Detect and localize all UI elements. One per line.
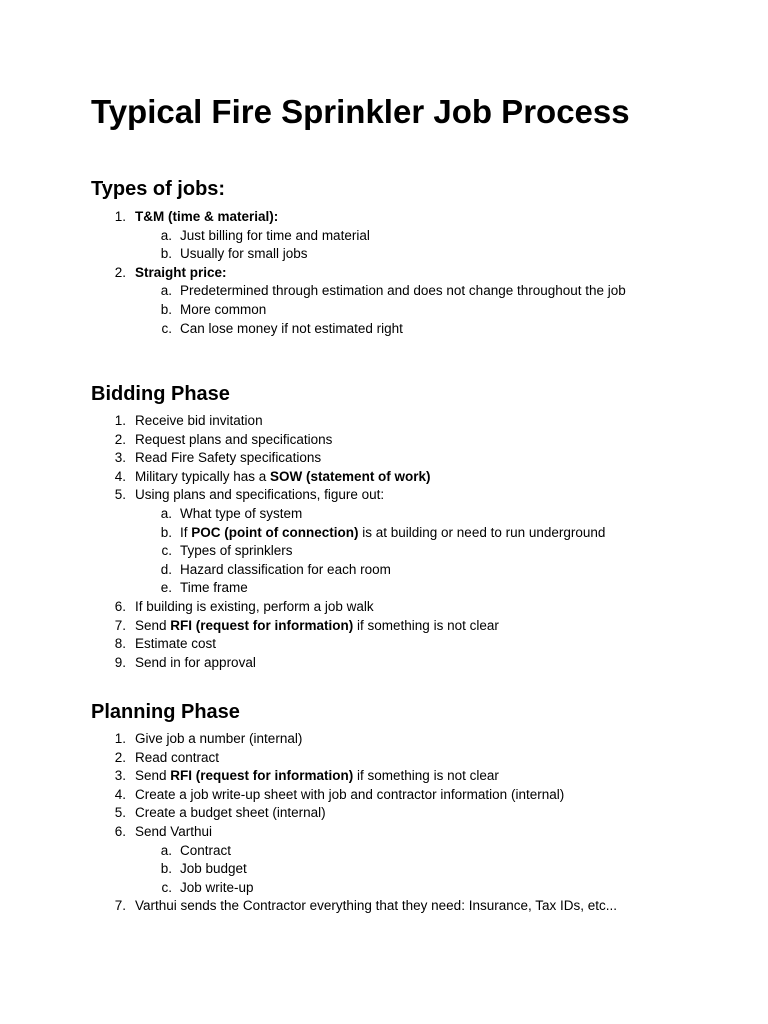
item-number: 5.: [114, 805, 126, 821]
bidding-list: [91, 412, 605, 672]
item-number: a.: [160, 227, 172, 243]
item-number: e.: [160, 580, 172, 596]
sub-list-item: [135, 282, 626, 301]
item-text-after: if something is not clear: [353, 768, 499, 784]
list-item: [91, 449, 605, 468]
item-text: Can lose money if not estimated right: [180, 320, 403, 336]
item-text: Give job a number (internal): [135, 731, 303, 746]
heading-types-of-jobs: Types of jobs:: [91, 178, 226, 200]
list-item: [91, 486, 605, 598]
sub-list-item: [135, 227, 626, 246]
item-text: Varthui sends the Contractor everything that they need: Insurance, Tax IDs, etc...: [135, 898, 618, 914]
item-number: 5.: [114, 487, 126, 503]
item-emphasis: RFI (request for information): [170, 768, 354, 784]
item-text: If: [180, 524, 192, 540]
item-emphasis: POC (point of connection): [191, 524, 359, 540]
sub-list-item: [135, 561, 605, 580]
list-item: [91, 617, 605, 636]
item-label: Straight price:: [135, 264, 227, 280]
heading-bidding-phase: Bidding Phase: [91, 383, 230, 405]
item-text-after: is at building or need to run underground: [358, 524, 606, 540]
item-text: Request plans and specifications: [135, 431, 333, 447]
item-number: c.: [161, 879, 172, 895]
item-number: 1.: [114, 209, 126, 224]
item-label: T&M (time & material):: [135, 209, 279, 224]
sub-list-item: [135, 301, 626, 320]
list-item: [91, 598, 605, 617]
item-number: c.: [161, 320, 172, 336]
item-number: b.: [160, 246, 172, 262]
heading-planning-phase: Planning Phase: [91, 701, 240, 723]
list-item: [91, 654, 605, 673]
item-number: 2.: [114, 749, 126, 765]
item-number: a.: [160, 842, 172, 858]
item-text: What type of system: [180, 505, 303, 521]
item-text: Job write-up: [180, 879, 254, 895]
item-text-after: if something is not clear: [353, 617, 499, 633]
list-item: [91, 730, 617, 749]
item-text: Create a job write-up sheet with job and contractor information (internal): [135, 786, 565, 802]
item-number: 8.: [114, 636, 126, 652]
item-number: b.: [160, 301, 172, 317]
item-text: Send in for approval: [135, 654, 256, 670]
item-emphasis: SOW (statement of work): [270, 468, 431, 484]
item-number: 7.: [114, 617, 126, 633]
item-text: Just billing for time and material: [180, 227, 370, 243]
sub-list-item: [135, 524, 605, 543]
list-item: [91, 468, 605, 487]
item-text: Send: [135, 617, 171, 633]
item-number: 2.: [114, 264, 126, 280]
item-text: Send Varthui: [135, 823, 213, 839]
item-number: b.: [160, 861, 172, 877]
sub-list-item: [135, 579, 605, 598]
item-emphasis: RFI (request for information): [170, 617, 354, 633]
sub-list-item: [135, 542, 605, 561]
list-item: [91, 804, 617, 823]
item-number: c.: [161, 543, 172, 559]
item-number: 3.: [114, 768, 126, 784]
item-number: 1.: [114, 413, 126, 428]
sub-list: [135, 505, 605, 598]
item-number: d.: [160, 561, 172, 577]
sub-list-item: [135, 842, 617, 861]
item-number: a.: [160, 283, 172, 299]
list-item: [91, 767, 617, 786]
sub-list: [135, 227, 626, 264]
planning-list: [91, 730, 617, 916]
types-list: [91, 208, 626, 338]
item-number: 6.: [114, 598, 126, 614]
list-item: [91, 208, 626, 264]
item-number: 2.: [114, 431, 126, 447]
list-item: [91, 412, 605, 431]
sub-list: [135, 282, 626, 338]
item-text: Using plans and specifications, figure out:: [135, 487, 385, 503]
item-text: Create a budget sheet (internal): [135, 805, 326, 821]
item-text: Predetermined through estimation and does not change throughout the job: [180, 283, 626, 299]
item-number: 4.: [114, 468, 126, 484]
sub-list-item: [135, 245, 626, 264]
sub-list-item: [135, 860, 617, 879]
sub-list-item: [135, 879, 617, 898]
item-text: Estimate cost: [135, 636, 217, 652]
item-number: 3.: [114, 450, 126, 466]
item-text: Contract: [180, 842, 232, 858]
list-item: [91, 635, 605, 654]
item-text: Time frame: [180, 580, 248, 596]
list-item: [91, 823, 617, 897]
list-item: [91, 786, 617, 805]
sub-list-item: [135, 320, 626, 339]
item-text: Read Fire Safety specifications: [135, 450, 322, 466]
item-number: 6.: [114, 823, 126, 839]
item-text: Usually for small jobs: [180, 246, 308, 262]
sub-list-item: [135, 505, 605, 524]
list-item: [91, 749, 617, 768]
item-number: 4.: [114, 786, 126, 802]
item-number: 9.: [114, 654, 126, 670]
document-title: Typical Fire Sprinkler Job Process: [91, 93, 630, 130]
item-text: Job budget: [180, 861, 247, 877]
item-text: If building is existing, perform a job walk: [135, 598, 374, 614]
item-text: Hazard classification for each room: [180, 561, 391, 577]
list-item: [91, 897, 617, 916]
item-text: Read contract: [135, 749, 220, 765]
item-number: a.: [160, 505, 172, 521]
item-number: 7.: [114, 898, 126, 914]
item-text: Receive bid invitation: [135, 413, 263, 428]
item-text: Types of sprinklers: [180, 543, 293, 559]
item-number: 1.: [114, 731, 126, 746]
item-text: More common: [180, 301, 267, 317]
item-text: Send: [135, 768, 171, 784]
item-number: b.: [160, 524, 172, 540]
sub-list: [135, 842, 617, 898]
list-item: [91, 264, 626, 338]
list-item: [91, 431, 605, 450]
item-text: Military typically has a: [135, 468, 271, 484]
